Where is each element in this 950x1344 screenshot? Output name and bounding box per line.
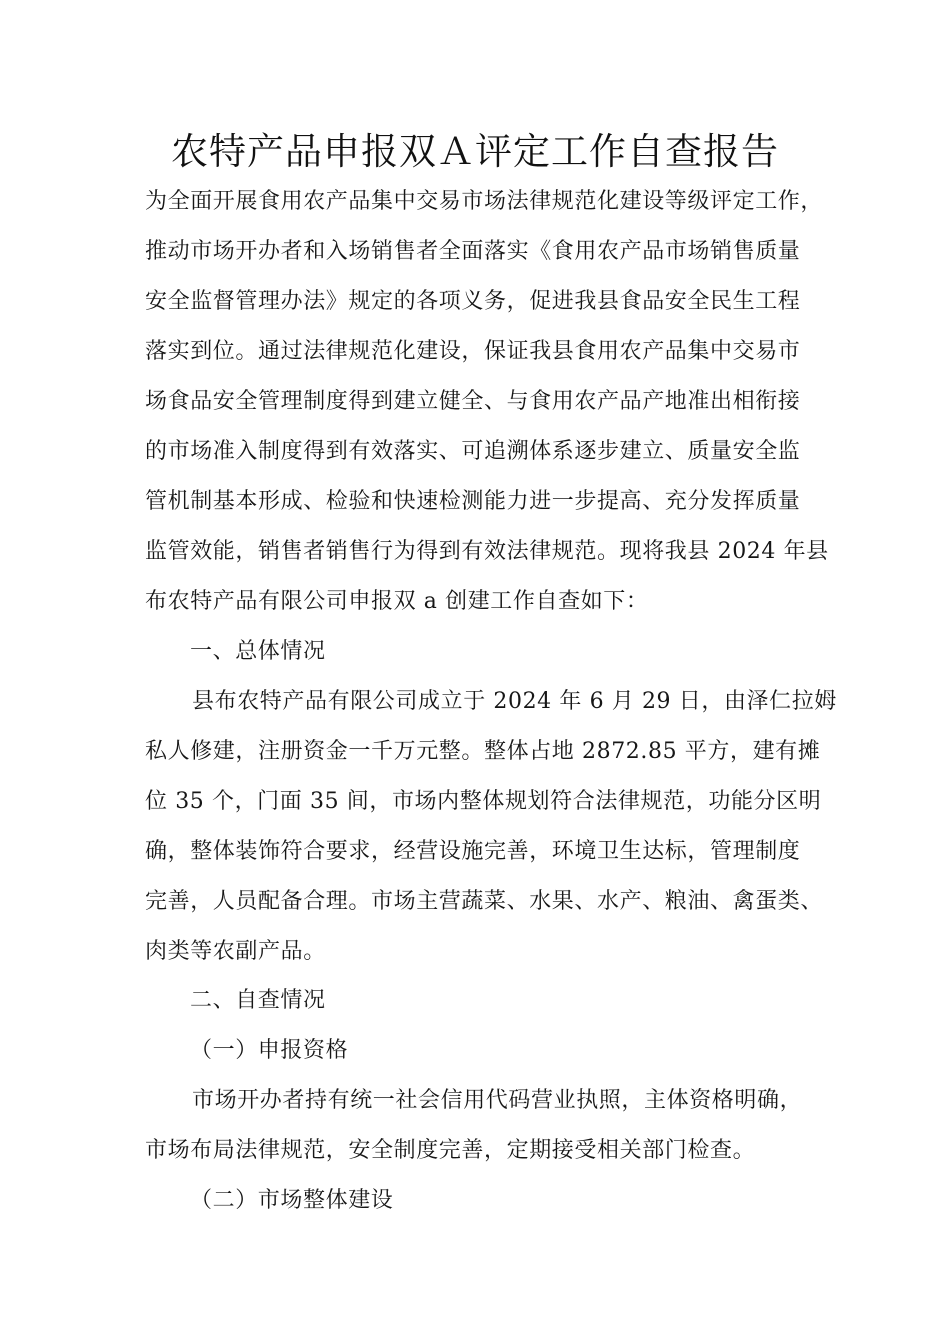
body-line: 为全面开展食用农产品集中交易市场法律规范化建设等级评定工作，: [145, 189, 824, 214]
body-line: 场食品安全管理制度得到建立健全、与食用农产品产地准出相衔接: [145, 389, 801, 414]
body-line: 安全监督管理办法》规定的各项义务，促进我县食品安全民生工程: [145, 289, 801, 314]
subsection-heading: （一）申报资格: [190, 1038, 349, 1063]
body-line: 布农特产品有限公司申报双 a 创建工作自查如下：: [145, 589, 649, 614]
body-line: 监管效能，销售者销售行为得到有效法律规范。现将我县 2024 年县: [145, 539, 829, 564]
subsection-heading: （二）市场整体建设: [190, 1188, 394, 1213]
section-heading: 一、总体情况: [190, 639, 326, 664]
body-line: 市场开办者持有统一社会信用代码营业执照，主体资格明确，: [192, 1088, 803, 1113]
body-line: 确，整体装饰符合要求，经营设施完善，环境卫生达标，管理制度: [145, 839, 801, 864]
body-line: 市场布局法律规范，安全制度完善，定期接受相关部门检查。: [145, 1138, 756, 1163]
body-line: 完善，人员配备合理。市场主营蔬菜、水果、水产、粮油、禽蛋类、: [145, 889, 824, 914]
body-line: 私人修建，注册资金一千万元整。整体占地 2872.85 平方，建有摊: [145, 739, 821, 764]
body-line: 落实到位。通过法律规范化建设，保证我县食用农产品集中交易市: [145, 339, 801, 364]
page-title: 农特产品申报双Ａ评定工作自查报告: [171, 130, 779, 173]
body-line: 管机制基本形成、检验和快速检测能力进一步提高、充分发挥质量: [145, 489, 801, 514]
body-line: 推动市场开办者和入场销售者全面落实《食用农产品市场销售质量: [145, 239, 801, 264]
body-line: 肉类等农副产品。: [145, 939, 326, 964]
body-line: 的市场准入制度得到有效落实、可追溯体系逐步建立、质量安全监: [145, 439, 801, 464]
body-line: 位 35 个，门面 35 间，市场内整体规划符合法律规范，功能分区明: [145, 789, 822, 814]
body-line: 县布农特产品有限公司成立于 2024 年 6 月 29 日，由泽仁拉姆: [192, 689, 837, 714]
section-heading: 二、自查情况: [190, 988, 326, 1013]
